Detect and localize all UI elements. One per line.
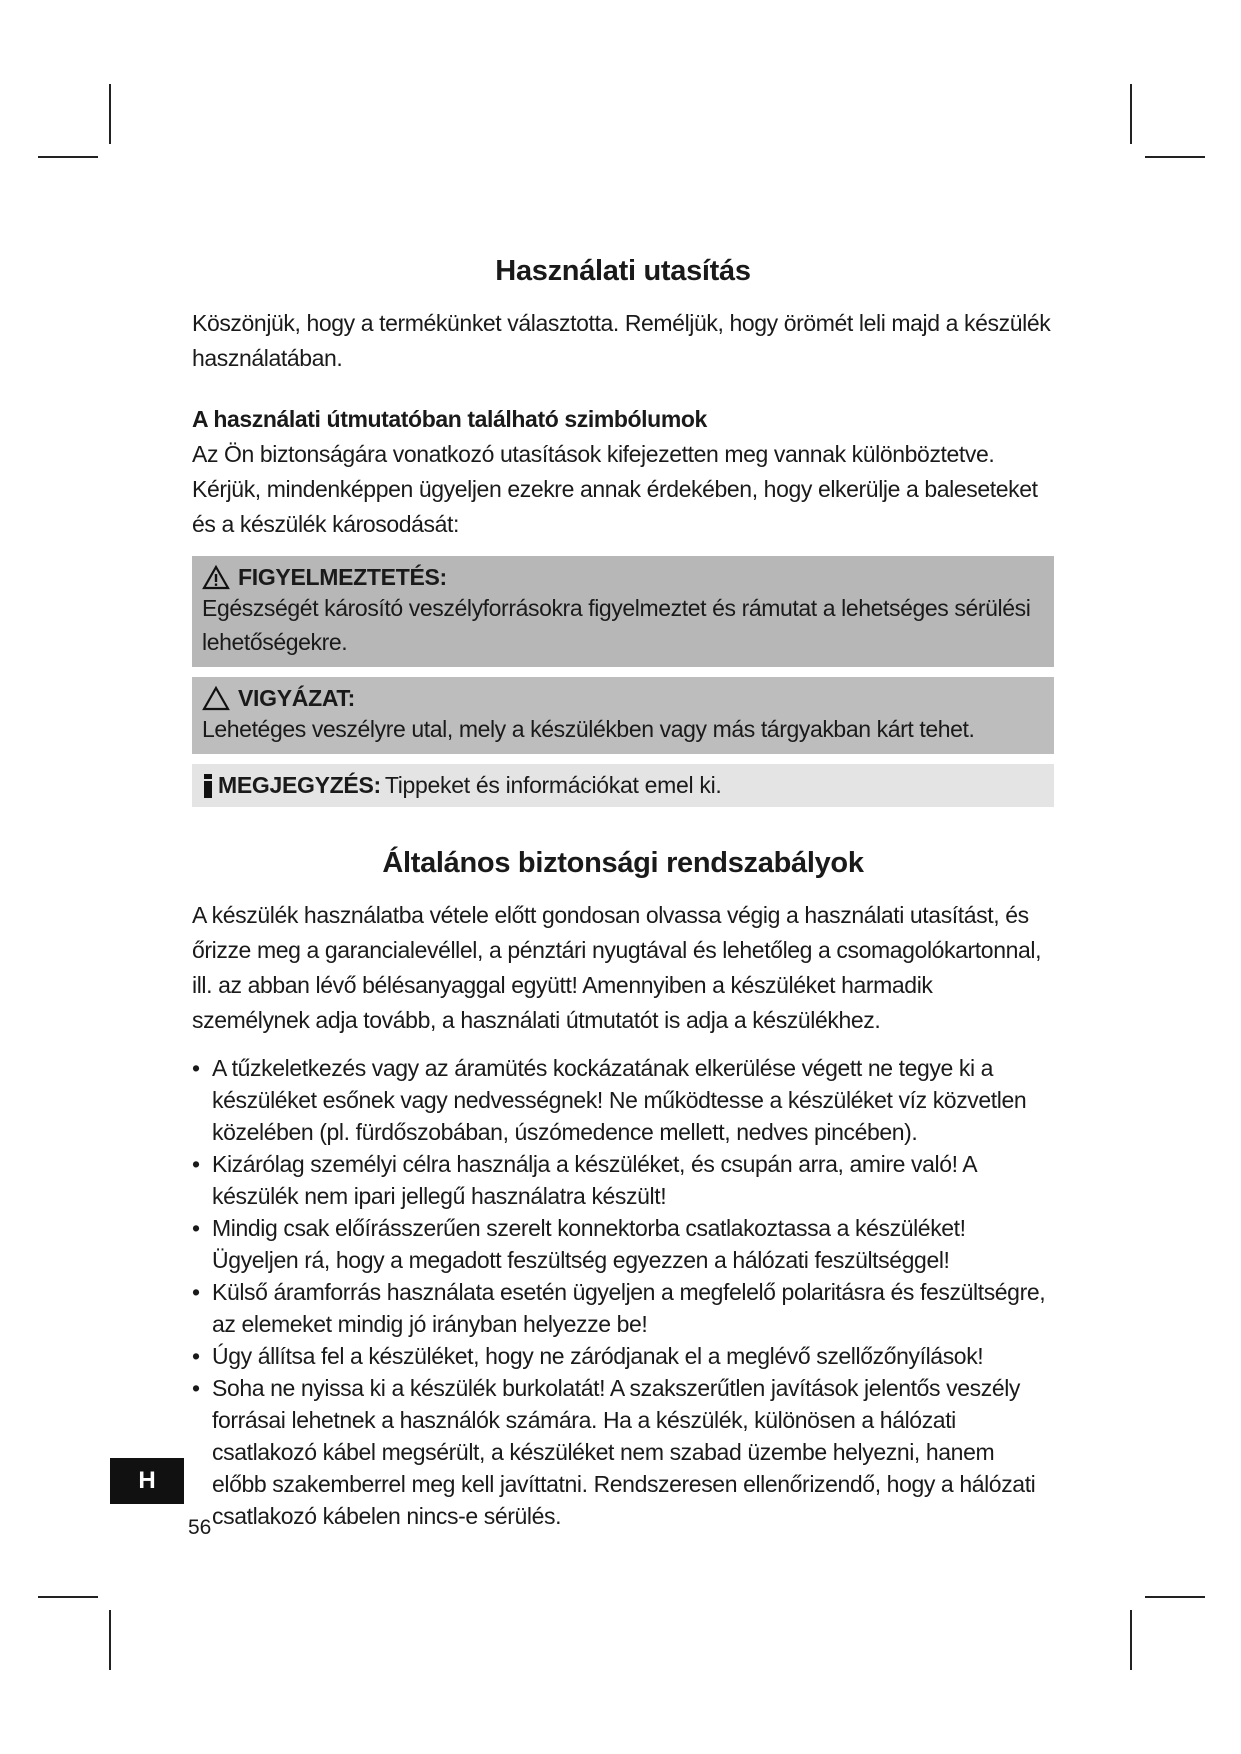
language-tab: H — [110, 1458, 184, 1504]
list-item: • Úgy állítsa fel a készüléket, hogy ne záródjanak el a meglévő szellőzőnyílások! — [192, 1340, 1054, 1372]
crop-mark — [1130, 84, 1132, 144]
crop-mark — [1145, 1596, 1205, 1598]
caution-box — [192, 677, 1054, 754]
list-item: • Mindig csak előírásszerűen szerelt konnektorba csatlakoztassa a készüléket! Ügyeljen rá, hogy a megadott feszültség egyezzen a hálózati feszültséggel! — [192, 1212, 1054, 1276]
page-number: 56 — [188, 1516, 212, 1539]
list-item: • A tűzkeletkezés vagy az áramütés kockázatának elkerülése végett ne tegye ki a készüléket esőnek vagy nedvességnek! Ne működtesse a készüléket víz közvetlen közelében (pl. fürdőszobában, úszómedence mellett, nedves pincében). — [192, 1052, 1054, 1148]
crop-mark — [109, 84, 111, 144]
caution-text: Lehetéges veszélyre utal, mely a készülékben vagy más tárgyakban kárt tehet. — [202, 716, 975, 742]
note-box — [192, 764, 1054, 807]
crop-mark — [38, 1596, 98, 1598]
note-label: MEGJEGYZÉS: — [218, 772, 381, 798]
safety-intro: A készülék használatba vétele előtt gondosan olvassa végig a használati utasítást, és őrizze meg a garancialevéllel, a pénztári nyugtával és lehetőleg a csomagolókartonnal, ill. az abban lévő bélésanyaggal együtt! Amennyiben a készüléket harmadik személynek adja tovább, a használati útmutatót is adja a készülékhez. — [192, 902, 1042, 1033]
bullet: • — [192, 1343, 200, 1369]
warning-text: Egészségét károsító veszélyforrásokra figyelmeztet és rámutat a lehetséges sérülési lehetőségekre. — [202, 595, 1031, 655]
crop-mark — [38, 156, 98, 158]
page-content — [192, 255, 1054, 1532]
list-item: • Kizárólag személyi célra használja a készüléket, és csupán arra, amire való! A készülék nem ipari jellegű használatra készült! — [192, 1148, 1054, 1212]
safety-rules-list — [192, 1052, 1054, 1532]
symbols-heading: A használati útmutatóban található szimbólumok — [192, 406, 707, 432]
caution-label: VIGYÁZAT: — [238, 685, 355, 711]
bullet: • — [192, 1151, 200, 1177]
warning-header — [202, 564, 1044, 591]
crop-mark — [1145, 156, 1205, 158]
info-icon — [202, 773, 214, 799]
warning-label: FIGYELMEZTETÉS: — [238, 564, 447, 590]
note-header — [202, 772, 1044, 799]
list-item: • Külső áramforrás használata esetén ügyeljen a megfelelő polaritásra és feszültségre, az elemeket mindig jó irányban helyezze be! — [192, 1276, 1054, 1340]
list-item: • Soha ne nyissa ki a készülék burkolatát! A szakszerűtlen javítások jelentős veszély forrásai lehetnek a használók számára. Ha a készülék, különösen a hálózati csatlakozó kábel megsérült, a készüléket nem szabad üzembe helyezni, hanem előbb szakemberrel meg kell javíttatni. Rendszeresen ellenőrizendő, hogy a hálózati csatlakozó kábelen nincs-e sérülés. — [192, 1372, 1054, 1532]
bullet: • — [192, 1215, 200, 1241]
crop-mark — [109, 1610, 111, 1670]
bullet: • — [192, 1375, 200, 1401]
caution-header — [202, 685, 1044, 712]
page-title: Használati utasítás — [495, 255, 751, 287]
intro-paragraph: Köszönjük, hogy a termékünket választotta. Reméljük, hogy örömét leli majd a készülék használatában. — [192, 310, 1051, 371]
warning-triangle-icon — [202, 565, 230, 590]
bullet: • — [192, 1279, 200, 1305]
symbols-paragraph: Az Ön biztonságára vonatkozó utasítások kifejezetten meg vannak különböztetve. Kérjük, mindenképpen ügyeljen ezekre annak érdekében, hogy elkerülje a baleseteket és a készülék károsodását: — [192, 441, 1038, 537]
crop-mark — [1130, 1610, 1132, 1670]
note-text: Tippeket és információkat emel ki. — [384, 772, 722, 798]
caution-triangle-icon — [202, 686, 230, 711]
warning-box — [192, 556, 1054, 667]
bullet: • — [192, 1055, 200, 1081]
safety-title: Általános biztonsági rendszabályok — [382, 847, 864, 879]
